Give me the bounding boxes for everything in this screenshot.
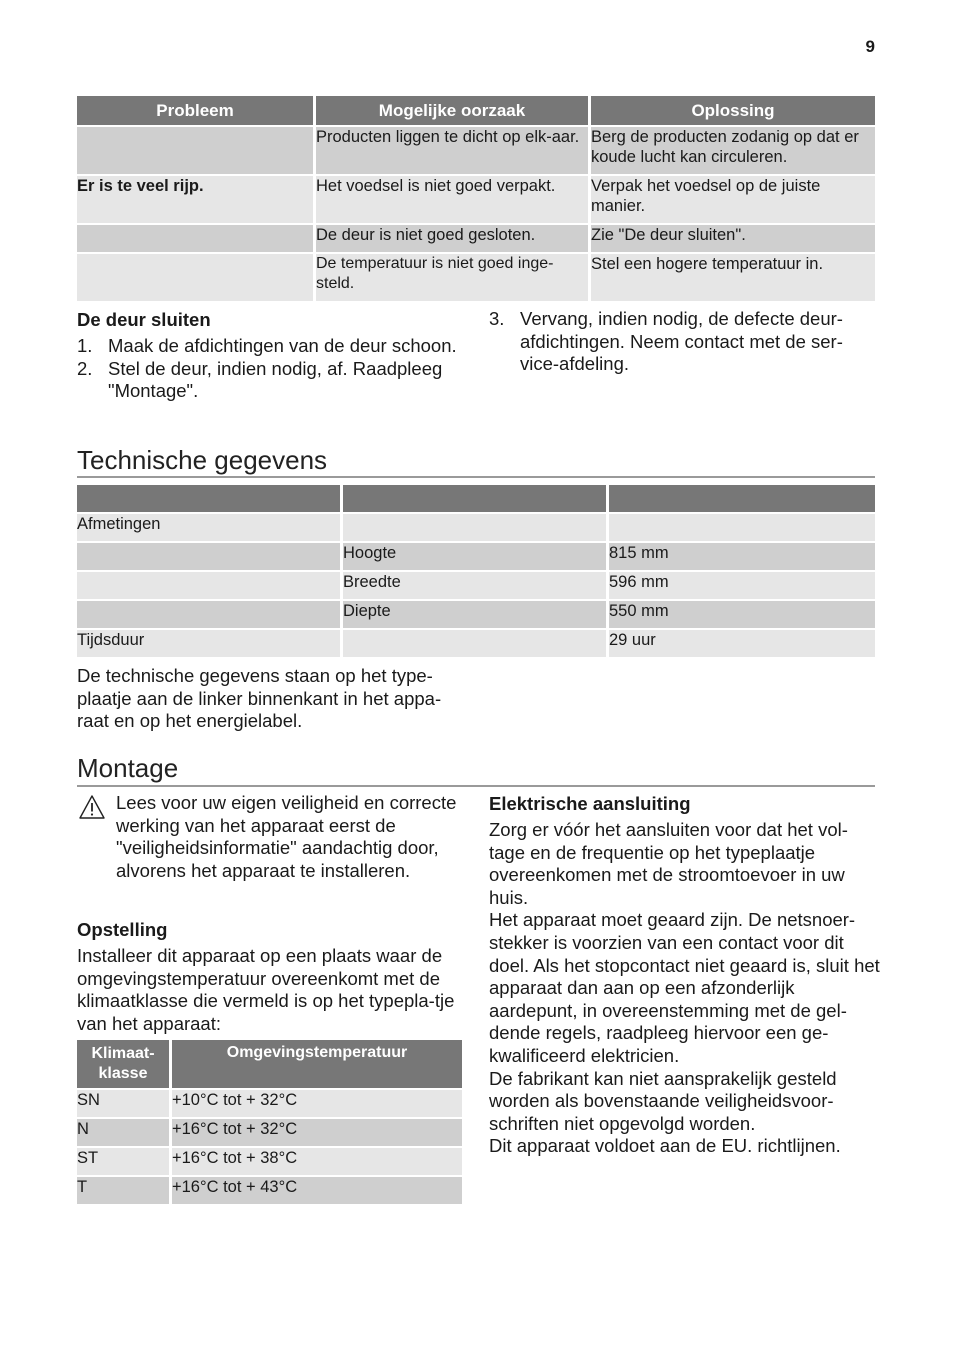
climate-temp-cell: +16°C tot + 43°C <box>172 1177 462 1204</box>
list-item <box>77 358 469 403</box>
climate-klasse-cell: N <box>77 1119 169 1146</box>
header-oorzaak: Mogelijke oorzaak <box>316 96 588 125</box>
door-section-title: De deur sluiten <box>77 309 211 330</box>
section-title-montage: Montage <box>77 753 179 783</box>
technical-cell: 596 mm <box>609 572 875 599</box>
warning-text: Lees voor uw eigen veiligheid en correcte werking van het apparaat eerst de "veiligheidsinformatie" aandachtig door, alvorens het apparaat te installeren. <box>116 792 457 881</box>
step-number: 1. <box>77 335 93 356</box>
opstelling-title: Opstelling <box>77 919 168 940</box>
problem-cell <box>77 225 313 252</box>
table-row <box>77 1119 462 1146</box>
section-divider <box>77 476 875 478</box>
technical-cell: 29 uur <box>609 630 875 657</box>
technical-cell <box>77 572 340 599</box>
header-probleem: Probleem <box>77 96 313 125</box>
solution-cell: Berg de producten zodanig op dat er koude lucht kan circuleren. <box>591 127 875 174</box>
table-row <box>77 514 875 541</box>
cause-cell: De deur is niet goed gesloten. <box>316 225 588 252</box>
table-row <box>77 254 875 301</box>
door-steps-right <box>489 308 881 376</box>
problem-cell <box>77 254 313 301</box>
technical-cell: Tijdsduur <box>77 630 340 657</box>
cause-cell: Het voedsel is niet goed verpakt. <box>316 176 588 223</box>
climate-klasse-cell: SN <box>77 1090 169 1117</box>
section-title-technical: Technische gegevens <box>77 445 328 475</box>
list-item <box>489 308 881 376</box>
climate-klasse-cell: T <box>77 1177 169 1204</box>
technical-cell <box>343 630 606 657</box>
technical-header-cell <box>609 485 875 512</box>
cause-cell: Producten liggen te dicht op elk-aar. <box>316 127 588 174</box>
solution-cell: Stel een hogere temperatuur in. <box>591 254 875 301</box>
climate-temp-cell: +10°C tot + 32°C <box>172 1090 462 1117</box>
step-number: 2. <box>77 357 93 379</box>
step-text: Stel de deur, indien nodig, af. Raadpleeg "Montage". <box>108 357 443 402</box>
step-text: Maak de afdichtingen van de deur schoon. <box>108 335 457 356</box>
list-item <box>77 335 469 358</box>
table-row <box>77 543 875 570</box>
electric-paragraph: Dit apparaat voldoet aan de EU. richtlijnen. <box>489 1135 841 1157</box>
table-row <box>77 127 875 174</box>
table-row <box>77 176 875 223</box>
table-row <box>77 572 875 599</box>
climate-temp-cell: +16°C tot + 38°C <box>172 1148 462 1175</box>
electric-paragraph: Zorg er vóór het aansluiten voor dat het vol-tage en de frequentie op het typeplaatje overeenkomen met de stroomtoevoer in uw huis. <box>489 819 848 908</box>
solution-cell: Zie "De deur sluiten". <box>591 225 875 252</box>
electric-paragraph: De fabrikant kan niet aansprakelijk gesteld worden als bovenstaande veiligheidsvoor-schriften niet opgevolgd worden. <box>489 1067 837 1134</box>
opstelling-text: Installeer dit apparaat op een plaats waar de omgevingstemperatuur overeenkomt met de klimaatklasse die vermeld is op het typepla-tje van het apparaat: <box>77 945 455 1034</box>
table-row <box>77 1177 462 1204</box>
section-divider <box>77 785 875 787</box>
table-row <box>77 1090 462 1117</box>
technical-header-cell <box>77 485 340 512</box>
header-oplossing: Oplossing <box>591 96 875 125</box>
trouble-table <box>74 94 878 303</box>
door-steps-left <box>77 335 469 403</box>
climate-table <box>74 1038 465 1206</box>
electric-body <box>489 819 881 1158</box>
table-row <box>77 225 875 252</box>
technical-cell: Breedte <box>343 572 606 599</box>
climate-header-temp: Omgevingstemperatuur <box>172 1040 462 1088</box>
technical-cell <box>609 514 875 541</box>
technical-cell: Afmetingen <box>77 514 340 541</box>
climate-klasse-cell: ST <box>77 1148 169 1175</box>
electric-title: Elektrische aansluiting <box>489 793 691 814</box>
technical-cell: Hoogte <box>343 543 606 570</box>
electric-paragraph: Het apparaat moet geaard zijn. De netsnoer-stekker is voorzien van een contact voor dit doel. Als het stopcontact niet geaard is, sluit het apparaat dan aan op een afzonderlijk aardepunt, in overeenstemming met de gel-dende regels, raadpleeg hiervoor een ge-kwalificeerd elektricien. <box>489 909 880 1066</box>
table-row <box>77 601 875 628</box>
table-row <box>77 630 875 657</box>
cause-cell: De temperatuur is niet goed inge-steld. <box>316 254 588 301</box>
climate-header-klasse: Klimaat-klasse <box>77 1040 169 1088</box>
technical-cell <box>343 514 606 541</box>
technical-note: De technische gegevens staan op het type-plaatje aan de linker binnenkant in het appa-raat en op het energielabel. <box>77 665 442 732</box>
problem-cell <box>77 127 313 174</box>
technical-cell <box>77 601 340 628</box>
climate-temp-cell: +16°C tot + 32°C <box>172 1119 462 1146</box>
table-row <box>77 1148 462 1175</box>
technical-cell <box>77 543 340 570</box>
technical-cell: Diepte <box>343 601 606 628</box>
step-text: Vervang, indien nodig, de defecte deur-afdichtingen. Neem contact met de ser-vice-afdeling. <box>520 308 843 375</box>
solution-cell: Verpak het voedsel op de juiste manier. <box>591 176 875 223</box>
technical-cell: 815 mm <box>609 543 875 570</box>
problem-cell: Er is te veel rijp. <box>77 176 313 223</box>
warning-icon <box>78 794 106 820</box>
technical-header-cell <box>343 485 606 512</box>
technical-table <box>74 483 878 659</box>
page-number: 9 <box>865 37 875 56</box>
technical-cell: 550 mm <box>609 601 875 628</box>
step-number: 3. <box>489 308 505 329</box>
